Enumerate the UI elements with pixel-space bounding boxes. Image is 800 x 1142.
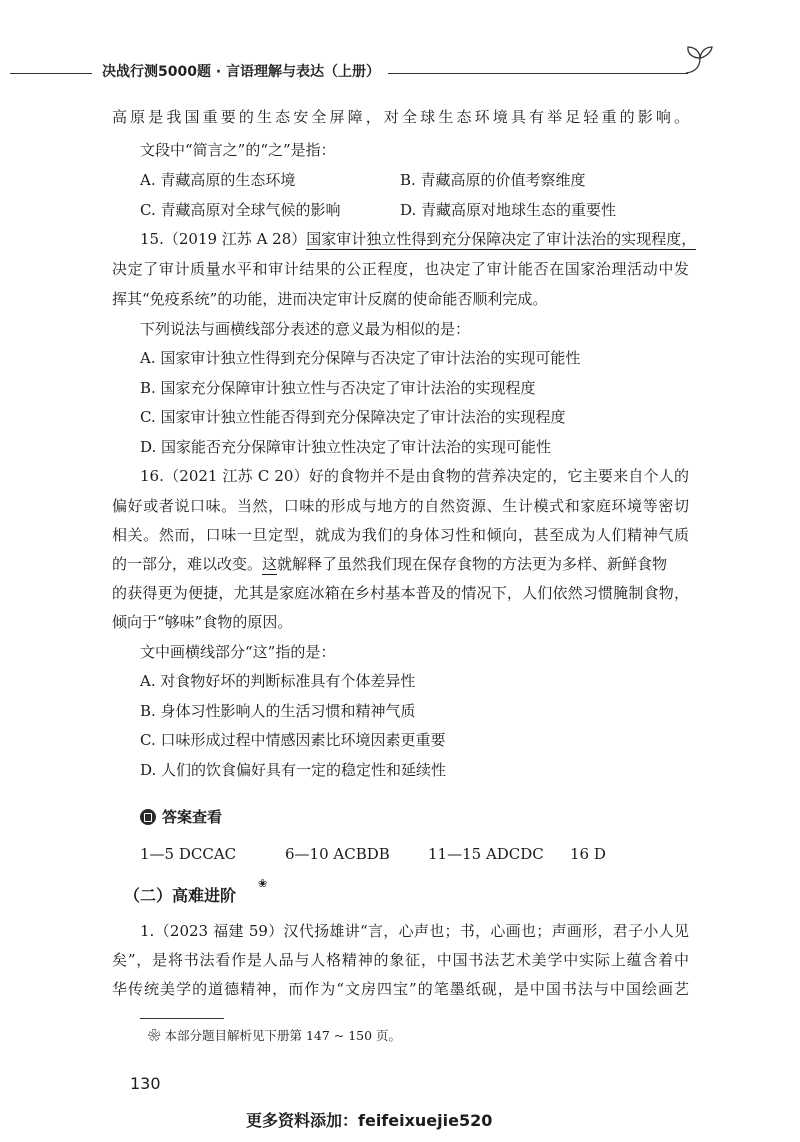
answer-group-2: 6—10 ACBDB <box>285 845 390 863</box>
q16-option-c: C. 口味形成过程中情感因素比环境因素更重要 <box>140 731 446 749</box>
q16-option-b: B. 身体习性影响人的生活习惯和精神气质 <box>140 702 416 720</box>
q15-option-d: D. 国家能否充分保障审计独立性决定了审计法治的实现可能性 <box>140 438 552 456</box>
footnote-text: ❀ 本部分题目解析见下册第 147 ~ 150 页。 <box>148 1028 402 1043</box>
promo-caption: 更多资料添加：feifeixuejie520 <box>246 1111 493 1130</box>
q16-option-d: D. 人们的饮食偏好具有一定的稳定性和延续性 <box>140 761 447 779</box>
q14-option-b: B. 青藏高原的价值考察维度 <box>400 171 586 189</box>
q16-underlined-word: 这 <box>262 555 278 573</box>
section-2-title: （二）高难进阶 <box>124 886 237 905</box>
q16-option-a: A. 对食物好坏的判断标准具有个体差异性 <box>140 672 416 690</box>
q16-line-4 <box>112 553 667 575</box>
q16-line-6: 倾向于“够味”食物的原因。 <box>112 613 293 631</box>
answers-title: 答案查看 <box>162 808 223 826</box>
q16-line-5: 的获得更为便捷，尤其是家庭冰箱在乡村基本普及的情况下，人们依然习惯腌制食物， <box>112 584 689 602</box>
q15-line-1 <box>140 228 696 250</box>
footnote-rule <box>140 1018 224 1019</box>
q16-line-2: 偏好或者说口味。当然，口味的形成与地方的自然资源、生计模式和家庭环境等密切 <box>112 497 689 515</box>
q14-option-c: C. 青藏高原对全球气候的影响 <box>140 201 341 219</box>
s2-q1-line-2: 矣”，是将书法看作是人品与人格精神的象征，中国书法艺术美学中实际上蕴含着中 <box>112 951 689 969</box>
q14-prompt: 文段中“简言之”的“之”是指： <box>140 141 336 159</box>
sprout-leaf-icon <box>682 44 716 76</box>
q15-line-3: 挥其“免疫系统”的功能，进而决定审计反腐的使命能否顺利完成。 <box>112 290 548 308</box>
answer-group-3: 11—15 ADCDC <box>428 845 544 863</box>
answer-group-4: 16 D <box>570 845 606 863</box>
q16-line-4-rest: 就解释了虽然我们现在保存食物的方法更为多样、新鲜食物 <box>277 555 668 573</box>
q14-option-a: A. 青藏高原的生态环境 <box>140 171 296 189</box>
q15-prompt: 下列说法与画横线部分表述的意义最为相似的是： <box>140 320 471 338</box>
q16-prompt: 文中画横线部分“这”指的是： <box>140 643 336 661</box>
header-rule-left <box>10 73 92 74</box>
q15-underlined-phrase: 国家审计独立性得到充分保障决定了审计法治的实现程度， <box>306 230 697 248</box>
q16-line-3: 相关。然而，口味一旦定型，就成为我们的身体习性和倾向，甚至成为人们精神气质 <box>112 526 689 544</box>
page-number: 130 <box>130 1074 161 1093</box>
q14-option-d: D. 青藏高原对地球生态的重要性 <box>400 201 617 219</box>
s2-q1-line-1: 1.（2023 福建 59）汉代扬雄讲“言，心声也；书，心画也；声画形，君子小人见 <box>140 922 689 940</box>
q16-line-4-start: 的一部分，难以改变。 <box>112 555 263 573</box>
q15-source: 15.（2019 江苏 A 28） <box>140 230 307 248</box>
flower-mark-icon: ❀ <box>258 877 268 890</box>
q14-tail-text: 高原是我国重要的生态安全屏障，对全球生态环境具有举足轻重的影响。 <box>112 108 689 126</box>
q15-option-a: A. 国家审计独立性得到充分保障与否决定了审计法治的实现可能性 <box>140 349 581 367</box>
answer-book-icon <box>140 809 156 825</box>
q15-line-2: 决定了审计质量水平和审计结果的公正程度，也决定了审计能否在国家治理活动中发 <box>112 260 689 278</box>
q15-option-c: C. 国家审计独立性能否得到充分保障决定了审计法治的实现程度 <box>140 408 566 426</box>
s2-q1-line-3: 华传统美学的道德精神，而作为“文房四宝”的笔墨纸砚，是中国书法与中国绘画艺 <box>112 980 689 998</box>
running-header-title: 决战行测5000题 · 言语理解与表达（上册） <box>102 64 381 80</box>
q16-line-1: 16.（2021 江苏 C 20）好的食物并不是由食物的营养决定的，它主要来自个人的 <box>140 467 689 485</box>
q15-option-b: B. 国家充分保障审计独立性与否决定了审计法治的实现程度 <box>140 379 536 397</box>
header-rule-right <box>388 73 688 74</box>
answer-group-1: 1—5 DCCAC <box>140 845 237 863</box>
